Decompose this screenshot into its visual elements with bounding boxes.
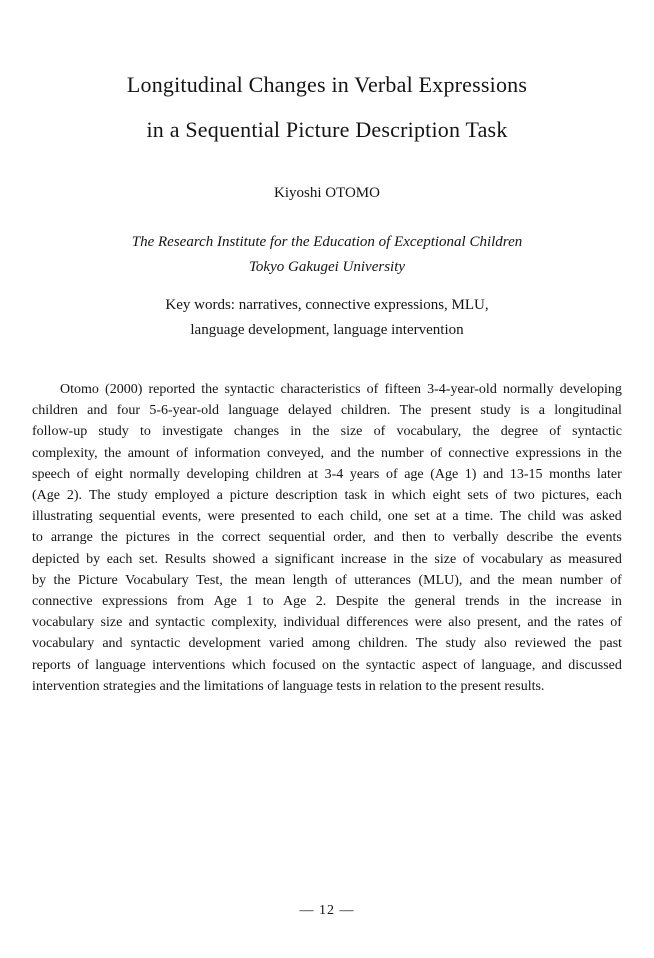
keywords-line2: language development, language intervention — [190, 322, 464, 338]
affiliation-line1: The Research Institute for the Education of Exceptional Children — [131, 234, 523, 250]
abstract-line: connective expressions from Age 1 to Age 2. Despite the general trends in the increase in — [32, 594, 622, 610]
abstract-line: depicted by each set. Results showed a significant increase in the size of vocabulary as measured — [32, 551, 622, 567]
abstract-line: children and four 5-6-year-old language delayed children. The present study is a longitudinal — [32, 403, 622, 419]
abstract-line: complexity, the amount of information conveyed, and the number of connective expressions in the — [32, 445, 622, 461]
abstract-line: reports of language interventions which focused on the syntactic aspect of language, and discussed — [32, 657, 622, 673]
abstract-line: by the Picture Vocabulary Test, the mean length of utterances (MLU), and the mean number of — [32, 572, 622, 588]
affiliation — [0, 230, 654, 280]
author-name: Kiyoshi OTOMO — [274, 185, 380, 201]
abstract-line: intervention strategies and the limitations of language tests in relation to the present results. — [32, 678, 545, 694]
abstract-line: (Age 2). The study employed a picture description task in which eight sets of two pictures, each — [32, 488, 622, 504]
abstract-line: to arrange the pictures in the correct sequential order, and then to verbally describe the events — [32, 530, 622, 546]
paper-title — [0, 0, 654, 152]
abstract-line: vocabulary and syntactic development varied among children. The study also reviewed the past — [32, 636, 622, 652]
affiliation-line2: Tokyo Gakugei University — [248, 259, 406, 275]
abstract-line: vocabulary size and syntactic complexity, individual differences were also present, and the rates of — [32, 615, 622, 631]
abstract-line: speech of eight normally developing children at 3-4 years of age (Age 1) and 13-15 months later — [32, 466, 622, 482]
page-number: — 12 — — [299, 903, 355, 918]
abstract-text — [32, 379, 622, 697]
keywords — [0, 293, 654, 343]
keywords-line1: Key words: narratives, connective expressions, MLU, — [165, 297, 489, 313]
abstract-line: follow-up study to investigate changes in the size of vocabulary, the degree of syntactic — [32, 424, 622, 440]
paper-title-line2: in a Sequential Picture Description Task — [146, 117, 508, 142]
paper-title-line1: Longitudinal Changes in Verbal Expressions — [126, 72, 528, 97]
abstract-line: illustrating sequential events, were presented to each child, one set at a time. The child was asked — [32, 509, 622, 525]
abstract-line: Otomo (2000) reported the syntactic characteristics of fifteen 3-4-year-old normally developing — [60, 382, 622, 397]
